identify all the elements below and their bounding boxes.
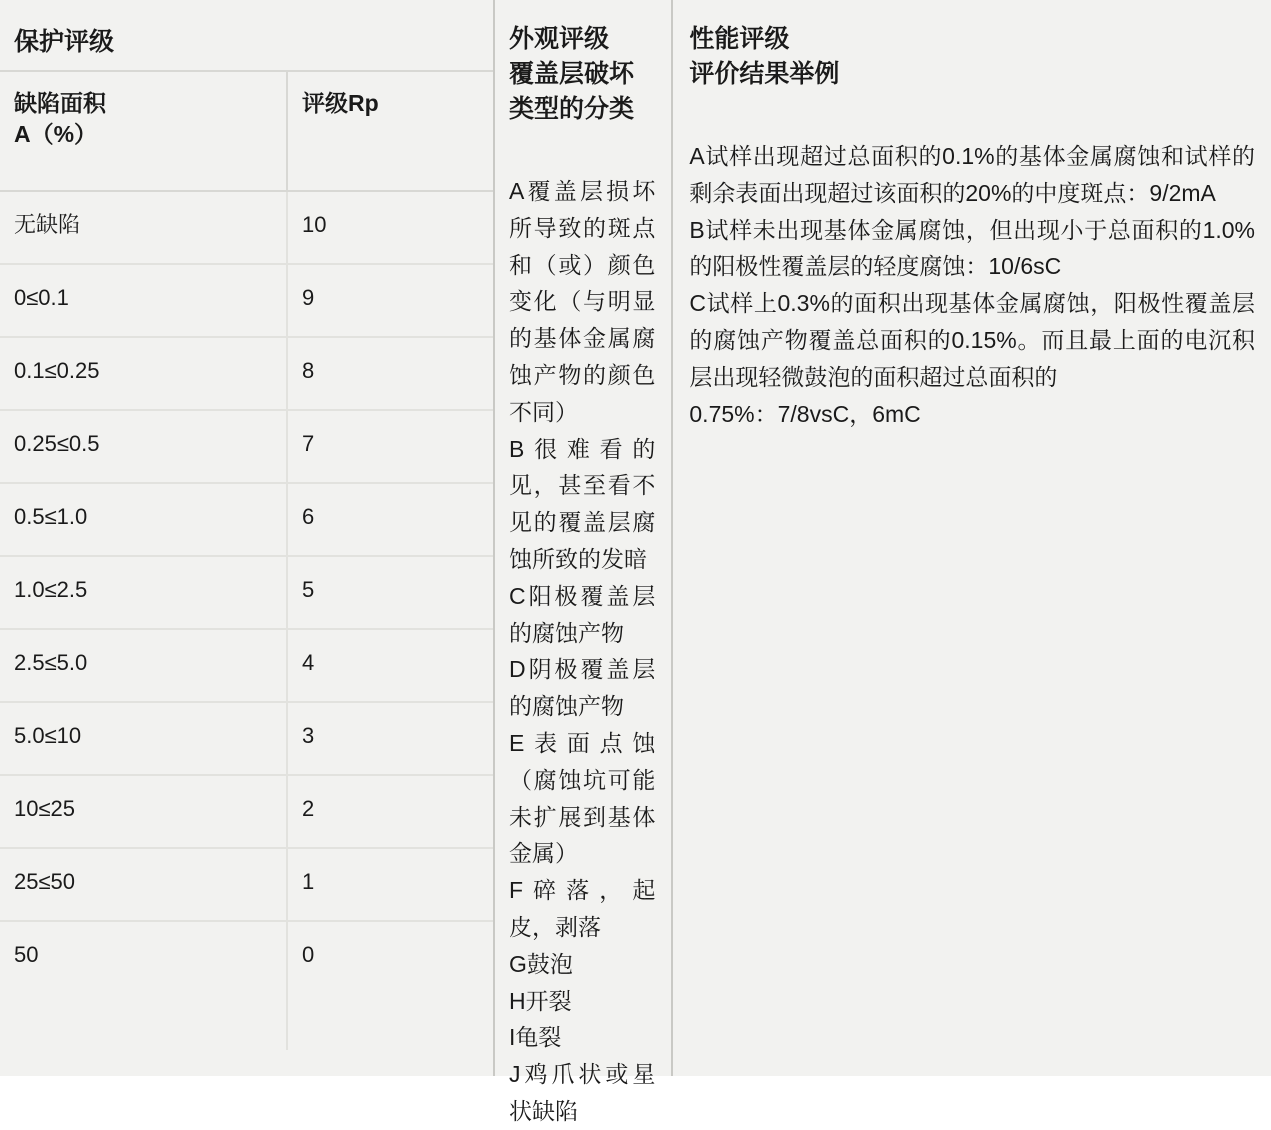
cell-defect-area: 25≤50 <box>0 849 288 920</box>
protection-rating-column <box>0 0 495 1076</box>
appearance-rating-column <box>495 0 673 1124</box>
protection-rows <box>0 192 493 1076</box>
cell-rating-rp: 5 <box>302 577 315 602</box>
table-row <box>0 192 493 265</box>
cell-rating-rp: 3 <box>302 723 315 748</box>
table-row <box>0 411 493 484</box>
header-defect-area-line1: 缺陷面积 <box>14 90 106 116</box>
list-item: A覆盖层损坏所导致的斑点和（或）颜色变化（与明显的基体金属腐蚀产物的颜色不同） <box>509 178 656 425</box>
performance-title-line2: 评价结果举例 <box>689 60 840 88</box>
appearance-title-line1: 外观评级 <box>509 25 610 53</box>
appearance-title-line2: 覆盖层破坏类型的分类 <box>509 60 635 123</box>
header-rating-rp: 评级Rp <box>302 90 379 116</box>
list-item: 0.75%：7/8vsC，6mC <box>689 400 921 427</box>
performance-title <box>689 22 1255 92</box>
table-row <box>0 703 493 776</box>
table-row <box>0 265 493 338</box>
performance-rating-column <box>673 0 1271 1076</box>
cell-defect-area: 50 <box>0 922 288 1050</box>
cell-defect-area: 10≤25 <box>0 776 288 847</box>
cell-rating-rp: 4 <box>302 650 315 675</box>
list-item: G鼓泡 <box>509 950 573 977</box>
performance-items <box>689 138 1255 432</box>
table-row <box>0 484 493 557</box>
cell-defect-area: 无缺陷 <box>0 192 288 263</box>
cell-defect-area: 2.5≤5.0 <box>0 630 288 701</box>
list-item: A试样出现超过总面积的0.1%的基体金属腐蚀和试样的剩余表面出现超过该面积的20%的中度斑点：9/2mA <box>689 143 1255 206</box>
cell-rating-rp: 10 <box>302 212 327 237</box>
protection-title: 保护评级 <box>0 0 493 72</box>
cell-defect-area: 0.25≤0.5 <box>0 411 288 482</box>
list-item: H开裂 <box>509 987 572 1014</box>
table-row <box>0 922 493 1050</box>
list-item: D阴极覆盖层的腐蚀产物 <box>509 656 656 720</box>
table-row <box>0 776 493 849</box>
cell-rating-rp: 9 <box>302 285 315 310</box>
cell-rating-rp: 6 <box>302 504 315 529</box>
table-row <box>0 849 493 922</box>
cell-rating-rp: 8 <box>302 358 315 383</box>
table-row <box>0 338 493 411</box>
list-item: E表面点蚀（腐蚀坑可能未扩展到基体金属） <box>509 729 656 867</box>
appearance-items <box>509 173 655 1130</box>
table-row <box>0 630 493 703</box>
cell-rating-rp: 0 <box>302 942 315 967</box>
header-defect-area <box>0 72 288 190</box>
performance-title-line1: 性能评级 <box>689 25 790 53</box>
list-item: F碎落，起皮，剥落 <box>509 877 656 940</box>
list-item: J鸡爪状或星状缺陷 <box>509 1061 656 1124</box>
list-item: I龟裂 <box>509 1024 562 1051</box>
list-item: B试样未出现基体金属腐蚀，但出现小于总面积的1.0%的阳极性覆盖层的轻度腐蚀：10/6sC <box>689 216 1255 280</box>
appearance-title <box>509 22 655 127</box>
cell-rating-rp: 7 <box>302 431 315 456</box>
cell-rating-rp: 2 <box>302 796 315 821</box>
list-item: C阳极覆盖层的腐蚀产物 <box>509 582 656 646</box>
protection-subheader-row <box>0 72 493 192</box>
header-defect-area-line2: A（%） <box>14 121 98 148</box>
cell-defect-area: 0≤0.1 <box>0 265 288 336</box>
cell-defect-area: 0.5≤1.0 <box>0 484 288 555</box>
cell-defect-area: 5.0≤10 <box>0 703 288 774</box>
cell-defect-area: 1.0≤2.5 <box>0 557 288 628</box>
cell-defect-area: 0.1≤0.25 <box>0 338 288 409</box>
table-row <box>0 557 493 630</box>
list-item: C试样上0.3%的面积出现基体金属腐蚀，阳极性覆盖层的腐蚀产物覆盖总面积的0.15%。而且最上面的电沉积层出现轻微鼓泡的面积超过总面积的 <box>689 290 1255 390</box>
list-item: B很难看的见，甚至看不见的覆盖层腐蚀所致的发暗 <box>509 435 656 572</box>
cell-rating-rp: 1 <box>302 869 315 894</box>
